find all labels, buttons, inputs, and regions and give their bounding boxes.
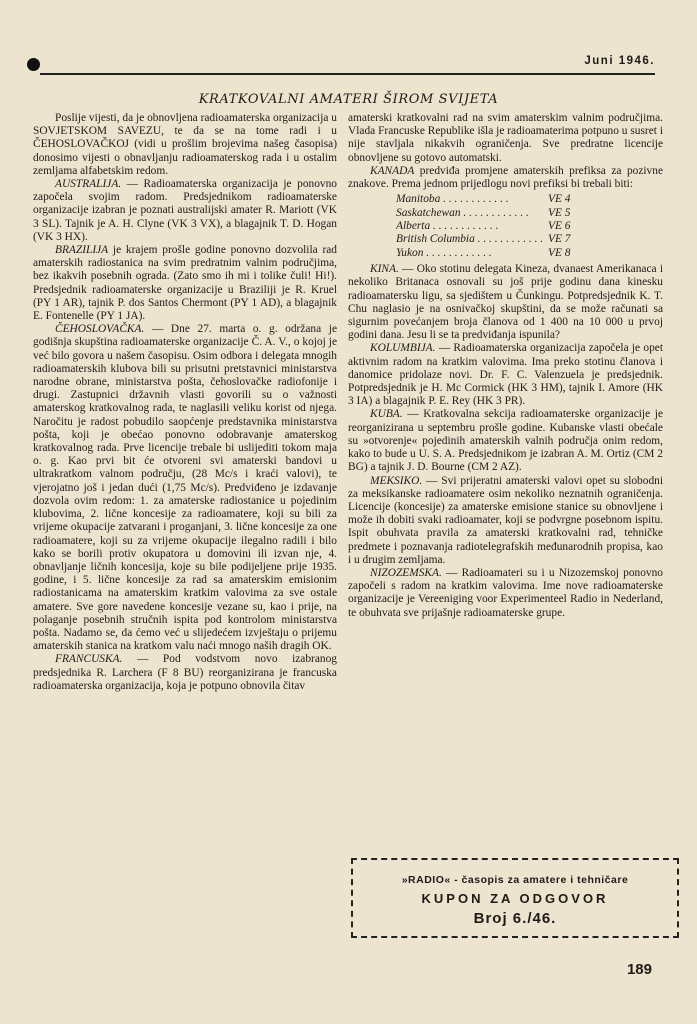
prefix-list: [396, 193, 663, 260]
country-heading: KOLUMBIJA.: [370, 342, 436, 355]
paragraph-text: — Dne 27. marta o. g. održana je godišnja skupština radioamaterske organizacije Č. A. V., o kojoj je već bilo govora u našem časopisu. Osim odbora i delegata mnogih radioamaterskih klubova bili su prisutni pretstavnici ministarstva narodne obrane, ministarstva pošta, čehoslovačke radiofonije i drugi. Zastupnici državnih vlasti govorili su o važnosti amaterskog kratkovalnog rada, te naglasili veliku korist od njega. Naročitu je radost pobudilo saopćenje predstavnika ministarstva pošta, koji je obećao ponovno odobravanje amaterskog kratkovalnog rada. Prve licencije trebale bi uslijediti tokom maja o. g. Kao prvi bit će otvoreni svi amaterski bandovi u ultrakratkom valnom području, (28 Mc/s i kraći valovi), te vjerojatno još i jedan dući (1,75 Mc/s). Predviđeno je izdavanje dozvola ovim redom: 1. za amaterske radiostanice u pojedinim klubovima, 2. lične koncesije za radioamatere, koji su bili za vrijeme okupacije zatvarani i proganjani, 3. lične koncesije za one radioamatere, koji su za vrijeme okupacije ilegalno radili i bilo kako se borili protiv okupatora u domovini ili izvan nje, 4. obnavljanje ličnih koncesija, koje su bile podijeljene prije 1935. godine, i 5. lične koncesije za rad sa amaterskim emisionim radiostanicama na amaterskim kratkim valovima za sve ostale amatere. Sve gore navedene koncesije vezane su, kao i prije, na polaganje posebnih stručnih ispita pod kontrolom ministarstva pošta. Nadamo se, da ćemo već u slijedećem izvještaju o prijemu amaterskih stanica na kratkom valu naći mnogo naših dragih OK.: [33, 323, 337, 653]
paragraph-text: — Kratkovalna sekcija radioamaterske organizacije je reorganizirana u septembru prošle godine. Kubanske vlasti obećale su »otvorenje« pojedinih amaterskih valnih područja onim redom, kako to bude u U. S. A. Predsjednikom je izabran A. M. Ortiz (CM 2 BG) a tajnik J. D. Bourne (CM 2 AZ).: [348, 408, 663, 474]
paragraph-text: predviđa promjene amaterskih prefiksa za pozivne znakove. Prema jednom prijedlogu novi prefiksi bi trebali biti:: [348, 164, 663, 191]
country-heading: ČEHOSLOVAČKA.: [55, 323, 145, 336]
intro-paragraph: Poslije vijesti, da je obnovljena radioamaterska organizacija u SOVJETSKOM SAVEZU, te da se na tome radi i u ČEHOSLOVAČKOJ (vidi u prošlim brojevima našeg časopisa) donosimo vijesti o obnavljanju radioamaterskog rada i u ostalim zemljama alfabetskim redom.: [33, 112, 337, 177]
kina-paragraph: [348, 263, 663, 342]
nizozemska-paragraph: [348, 567, 663, 620]
country-heading: BRAZILIJA: [55, 244, 109, 257]
prefix-row: [396, 233, 663, 246]
province-name: British Columbia . . .: [396, 233, 548, 246]
paragraph-text: — Radioamaterska organizacija započela je opet aktivnim radom na kratkim valovima. Ima preko stotinu članova i danomice pridolaze novi. Dr. F. C. Valenzuela je predsjednik. Potpredsjednik je H. Mc Cormick (HK 3 HM), tajnik I. Amore (HK 3 IA) a blagajnik P. E. Rey (HK 3 PR).: [348, 342, 663, 408]
left-column: [33, 112, 337, 693]
province-name: Alberta . . .: [396, 220, 548, 233]
paragraph-text: — Radioamateri su i u Nizozemskoj ponovno započeli s radom na kratkim valovima. Ime nove radioamaterske organizacije je Vereeniging voor Experimenteel Radio in Nederland, te obuhvata sve prijašnje radioamaterske grupe.: [348, 566, 663, 619]
header-rule: [40, 73, 655, 75]
coupon-title: KUPON ZA ODGOVOR: [421, 891, 609, 906]
prefix-row: [396, 207, 663, 220]
prefix-row: [396, 193, 663, 206]
meksiko-paragraph: [348, 475, 663, 567]
country-heading: KUBA.: [370, 408, 403, 421]
francuska-continued: amaterski kratkovalni rad na svim amaterskim valnim područjima. Vlada Francuske Republike išla je radioamaterima potpuno u susret i nije stavljala nikakvih ograničenja. Sve predratne licencije obnovljene su gotovo automatski.: [348, 112, 663, 164]
province-name: Manitoba . . .: [396, 193, 548, 206]
australija-paragraph: [33, 178, 337, 244]
country-heading: MEKSIKO.: [370, 474, 423, 487]
paragraph-text: — Radioamaterska organizacija je ponovno započela svojim radom. Predsjednikom radioamaterske organizacije izabran je poznati australijski amater R. Mariott (VK 3 SL). Tajnik je A. H. Clyne (VK 3 VX), a blagajnik T. D. Hogan (VK 3 HX).: [33, 178, 337, 243]
kolumbija-paragraph: [348, 342, 663, 408]
coupon-issue: Broj 6./46.: [473, 910, 557, 927]
prefix-code: VE 8: [548, 246, 571, 259]
kanada-paragraph: [348, 165, 663, 191]
prefix-code: VE 4: [548, 193, 571, 206]
province-name: Yukon . . .: [396, 247, 548, 260]
province-name: Saskatchewan . . .: [396, 207, 548, 220]
header-bullet: [27, 58, 40, 71]
paragraph-text: — Pod vodstvom novo izabranog predsjednika R. Larchera (F 8 BU) reorganizirana je francuska radioamaterska organizacija, koja je potpuno obnovila čitav: [33, 653, 337, 692]
coupon-publisher: »RADIO« - časopis za amatere i tehničare: [401, 874, 629, 886]
country-heading: NIZOZEMSKA.: [370, 566, 442, 579]
country-heading: AUSTRALIJA.: [55, 178, 122, 191]
brazilija-paragraph: [33, 244, 337, 323]
prefix-code: VE 7: [548, 233, 571, 246]
paragraph-text: — Oko stotinu delegata Kineza, dvanaest Amerikanaca i nekoliko Britanaca osnovali su još prije godinu dana kinesku radioamatersku ligu, sa sjedištem u Čunkingu. Potpredsjednik K. T. Chu naglasio je na osnivačkoj skupštini, da se može računati sa sigurnim povećanjem broja članova od 1 400 na 10 000 u prvoj godini dana. Jesu li se ta predviđanja ispunila?: [348, 263, 663, 342]
cehoslovacka-paragraph: [33, 323, 337, 653]
country-heading: FRANCUSKA.: [55, 653, 123, 666]
right-column: [348, 112, 663, 620]
paragraph-text: je krajem prošle godine ponovno dozvolila rad amaterskih radiostanica na svim predratnim valnim područjima, bez ikakvih posebnih ograda. (Zato smo ih mi i tolike čuli! Hi!). Predsjednik radioamaterske organizacije u Braziliji je R. Kruel (PY 1 AR), tajnik P. dos Santos Chermont (PY 1 AD), a blagajnik E. Fontenelle (PY 1 JA).: [33, 244, 337, 323]
francuska-paragraph: [33, 653, 337, 693]
prefix-row: [396, 247, 663, 260]
reply-coupon: [351, 858, 679, 938]
issue-date: Juni 1946.: [584, 55, 655, 67]
country-heading: KANADA: [370, 164, 415, 177]
prefix-row: [396, 220, 663, 233]
page-number: 189: [626, 961, 652, 978]
prefix-code: VE 6: [548, 220, 571, 233]
kuba-paragraph: [348, 408, 663, 474]
country-heading: KINA.: [370, 263, 399, 276]
paragraph-text: — Svi prijeratni amaterski valovi opet su slobodni za meksikanske radioamatere osim nekoliko neznatnih ograničenja. Licencije (koncesije) za amaterske emisione stanice su obnovljene i može ih dobiti svaki radioamater, koji se podvrgne posebnom ispitu. Ispit obuhvata pravila za amaterski kratkovalni rad, tehničke predmete i poznavanja radiotelegrafskih međunarodnih propisa, kao i u drugim zemljama.: [348, 474, 663, 566]
prefix-code: VE 5: [548, 206, 571, 219]
article-title: KRATKOVALNI AMATERI ŠIROM SVIJETA: [198, 92, 499, 107]
